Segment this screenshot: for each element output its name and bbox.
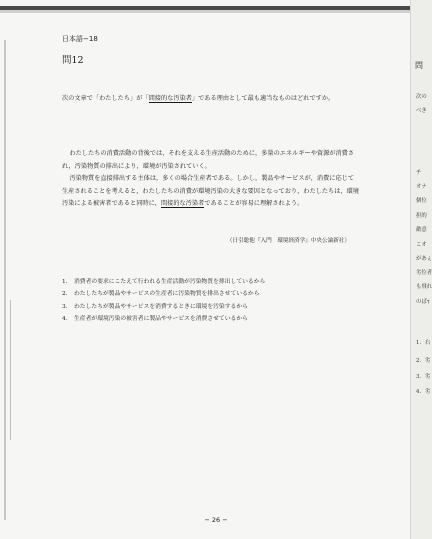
page-number: − 26 − [204, 516, 228, 524]
choice-2[interactable] [62, 288, 362, 300]
prompt-underlined-term: 間接的な汚染者 [148, 95, 192, 102]
adjacent-page-line: 担的 [416, 213, 427, 219]
paragraph-2-text-before: 汚染物質を直接排出する主体は，多くの場合生産者である。しかし，製品やサービスが，消費に応じて生産されることを考えると，わたしたちの消費が環境汚染の大きな要因となっており，わたしたちは，環境汚染による被害者であると同時に， [62, 175, 359, 207]
binding-edge [4, 40, 6, 520]
adjacent-page-title: 問 [415, 61, 423, 70]
adjacent-page-line: こオ [416, 242, 427, 248]
scan-top-shadow [0, 10, 432, 13]
adjacent-page-line: 4．劣 [416, 389, 431, 395]
choice-text: 生産者が環境汚染の被害者に製品やサービスを消費させているから [74, 315, 248, 322]
choice-text: わたしたちが製品やサービスを消費するときに環境を汚染するから [74, 303, 248, 310]
adjacent-page-line: のば⁊ [416, 299, 430, 305]
prompt-text-after: 」である理由として最も適当なものはどれですか。 [191, 95, 335, 102]
adjacent-page-line: べき [416, 108, 427, 114]
passage-paragraph-1: わたしたちの消費活動の背後では，それを支える生産活動のために，多量のエネルギーや資源が消費され，汚染物質の排出により，環境が汚染されていく。 [62, 150, 355, 170]
adjacent-page-line: 次の [416, 94, 427, 100]
reading-passage [62, 148, 360, 211]
binding-mark [10, 300, 11, 440]
paragraph-2-text-after: であることが容易に理解されよう。 [204, 200, 304, 207]
adjacent-page-line: 3．劣 [416, 374, 431, 380]
adjacent-page-line: があぇ [416, 256, 432, 262]
choice-3[interactable] [62, 301, 362, 313]
choice-1[interactable] [62, 276, 362, 288]
section-label: 日本語−18 [62, 35, 98, 43]
adjacent-page-line: オナ [416, 184, 427, 190]
prompt-text-before: 次の文章で「わたしたち」が「 [62, 95, 149, 102]
answer-choices [62, 276, 362, 325]
choice-number: 3． [62, 303, 72, 310]
choice-number: 4． [62, 315, 72, 322]
adjacent-page-line: も飛れ [416, 284, 432, 290]
adjacent-page-line: 敵意 [416, 227, 427, 233]
choice-number: 1． [62, 279, 72, 285]
passage-citation: （日引聡他『入門 環境経済学』中央公論新社） [226, 238, 350, 244]
passage-paragraph-2 [62, 173, 360, 211]
adjacent-page-line: 劣位者 [416, 270, 432, 276]
adjacent-page-line: チ [416, 170, 422, 176]
choice-number: 2． [62, 291, 72, 298]
adjacent-page-line: 1．右 [416, 340, 431, 346]
question-prompt [62, 93, 362, 105]
choice-text: わたしたちが製品やサービスの生産者に汚染物質を排出させているから [74, 291, 260, 298]
adjacent-page-line: 2．劣 [416, 358, 431, 364]
paragraph-2-underlined-term: 間接的な汚染者 [161, 200, 205, 207]
question-number: 問12 [62, 55, 84, 66]
adjacent-page-line: 個位 [416, 198, 427, 204]
choice-4[interactable] [62, 313, 362, 325]
choice-text: 消費者の要求にこたえて行われる生産活動が汚染物質を排出しているから [74, 279, 266, 285]
